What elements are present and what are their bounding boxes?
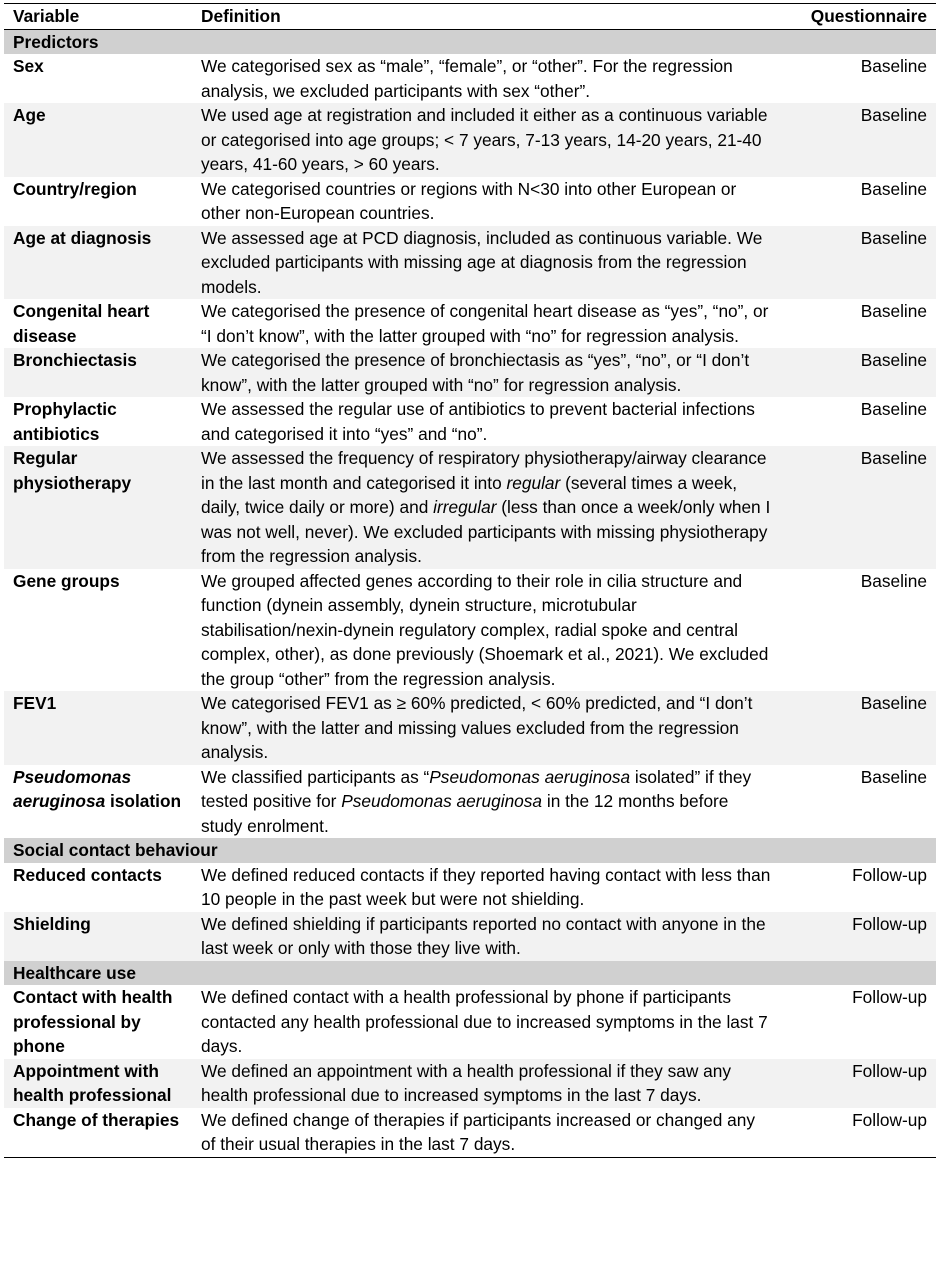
row-definition	[192, 446, 780, 569]
row-questionnaire: Baseline	[780, 691, 936, 765]
row-definition: We categorised the presence of congenital heart disease as “yes”, “no”, or “I don’t know”, with the latter grouped with “no” for regression analysis.	[201, 301, 769, 346]
row-questionnaire: Baseline	[860, 178, 927, 199]
table-row	[4, 54, 936, 103]
section-title: Social contact behaviour	[4, 838, 936, 863]
definition-emphasis: regular	[506, 472, 561, 493]
variable-definitions-table	[4, 3, 936, 1158]
header-definition: Definition	[201, 6, 281, 26]
row-definition: We categorised sex as “male”, “female”, or “other”. For the regression analysis, we excluded participants with sex “other”.	[201, 56, 733, 101]
row-questionnaire: Baseline	[860, 570, 927, 591]
row-definition: We categorised the presence of bronchiectasis as “yes”, “no”, or “I don’t know”, with the latter grouped with “no” for regression analysis.	[192, 348, 780, 397]
row-definition: We categorised countries or regions with N<30 into other European or other non-European countries.	[201, 178, 737, 223]
table-row	[4, 569, 936, 692]
table-row	[4, 299, 936, 348]
row-questionnaire: Baseline	[860, 766, 927, 787]
row-definition: We assessed age at PCD diagnosis, included as continuous variable. We excluded participants with missing age at diagnosis from the regression models.	[192, 226, 780, 300]
table-row	[4, 765, 936, 839]
row-variable: Congenital heart disease	[13, 301, 150, 346]
table-row	[4, 226, 936, 300]
row-questionnaire: Baseline	[860, 301, 927, 321]
row-questionnaire: Baseline	[780, 348, 936, 397]
table-row	[4, 397, 936, 446]
definition-emphasis: Pseudomonas aeruginosa	[429, 766, 631, 787]
row-variable: Prophylactic antibiotics	[13, 399, 117, 444]
row-variable: Age at diagnosis	[4, 226, 192, 300]
row-variable: Appointment with health professional	[4, 1059, 192, 1108]
row-variable: Change of therapies	[13, 1109, 180, 1130]
row-variable: Country/region	[13, 178, 137, 199]
table-row	[4, 103, 936, 177]
definition-text: We classified participants as “	[201, 766, 430, 787]
row-questionnaire: Follow-up	[852, 864, 927, 885]
row-questionnaire: Baseline	[860, 56, 927, 76]
definition-text: isolated” if they tested positive for	[201, 766, 752, 811]
row-variable	[4, 765, 192, 839]
row-variable: Contact with health professional by phone	[13, 987, 173, 1056]
table-row	[4, 446, 936, 569]
table-row	[4, 1059, 936, 1108]
definition-emphasis: irregular	[433, 497, 497, 517]
row-definition	[192, 765, 780, 839]
row-definition: We defined an appointment with a health professional if they saw any health professional due to increased symptoms in the last 7 days.	[192, 1059, 780, 1108]
section-header-social-contact	[4, 838, 936, 863]
table-row	[4, 348, 936, 397]
header-row	[4, 4, 936, 30]
row-questionnaire: Baseline	[780, 103, 936, 177]
row-definition: We defined reduced contacts if they reported having contact with less than 10 people in the past week but were not shielding.	[201, 864, 771, 909]
section-title: Healthcare use	[4, 961, 936, 986]
row-definition: We defined contact with a health professional by phone if participants contacted any health professional due to increased symptoms in the last 7 days.	[201, 987, 768, 1056]
row-questionnaire: Baseline	[780, 226, 936, 300]
row-variable: Age	[4, 103, 192, 177]
row-questionnaire: Follow-up	[780, 912, 936, 961]
row-questionnaire: Follow-up	[780, 1059, 936, 1108]
definition-text: (several times a week, daily, twice daily or more) and	[201, 472, 738, 517]
row-definition: We assessed the regular use of antibiotics to prevent bacterial infections and categorised it into “yes” and “no”.	[201, 399, 755, 444]
section-header-healthcare-use	[4, 961, 936, 986]
row-variable: FEV1	[4, 691, 192, 765]
table-row	[4, 863, 936, 912]
header-variable: Variable	[13, 6, 80, 26]
definition-text: in the 12 months before study enrolment.	[201, 791, 729, 836]
definition-text: (less than once a week/only when I was not well, never). We excluded participants with missing physiotherapy from the regression analysis.	[201, 497, 771, 566]
row-questionnaire: Baseline	[860, 399, 927, 419]
variable-emphasis: Pseudomonas aeruginosa	[13, 766, 132, 811]
table-row	[4, 985, 936, 1059]
row-variable: Regular physiotherapy	[4, 446, 192, 569]
definition-emphasis: Pseudomonas aeruginosa	[341, 791, 543, 811]
row-definition: We defined shielding if participants reported no contact with anyone in the last week or only with those they live with.	[192, 912, 780, 961]
row-variable: Gene groups	[13, 570, 120, 591]
row-variable: Bronchiectasis	[4, 348, 192, 397]
definition-text: We assessed the frequency of respiratory physiotherapy/airway clearance in the last month and categorised it into	[201, 448, 767, 493]
section-title: Predictors	[4, 29, 936, 54]
row-questionnaire: Baseline	[780, 446, 936, 569]
row-questionnaire: Follow-up	[852, 1109, 927, 1130]
row-variable: Sex	[13, 56, 44, 76]
row-definition: We categorised FEV1 as ≥ 60% predicted, < 60% predicted, and “I don’t know”, with the latter and missing values excluded from the regression analysis.	[192, 691, 780, 765]
section-header-predictors	[4, 29, 936, 54]
table-row	[4, 1108, 936, 1158]
header-questionnaire: Questionnaire	[810, 6, 927, 26]
table-row	[4, 691, 936, 765]
row-definition: We grouped affected genes according to their role in cilia structure and function (dynein assembly, dynein structure, microtubular stabilisation/nexin-dynein regulatory complex, radial spoke and central complex, other), as done previously (Shoemark et al., 2021). We excluded the group “other” from the regression analysis.	[201, 570, 769, 689]
variable-text: isolation	[105, 791, 182, 811]
row-definition: We defined change of therapies if participants increased or changed any of their usual therapies in the last 7 days.	[201, 1109, 755, 1154]
table-row	[4, 177, 936, 226]
row-questionnaire: Follow-up	[852, 987, 927, 1007]
row-definition: We used age at registration and included it either as a continuous variable or categorised into age groups; < 7 years, 7-13 years, 14-20 years, 21-40 years, 41-60 years, > 60 years.	[192, 103, 780, 177]
row-variable: Reduced contacts	[13, 864, 162, 885]
table-row	[4, 912, 936, 961]
row-variable: Shielding	[4, 912, 192, 961]
